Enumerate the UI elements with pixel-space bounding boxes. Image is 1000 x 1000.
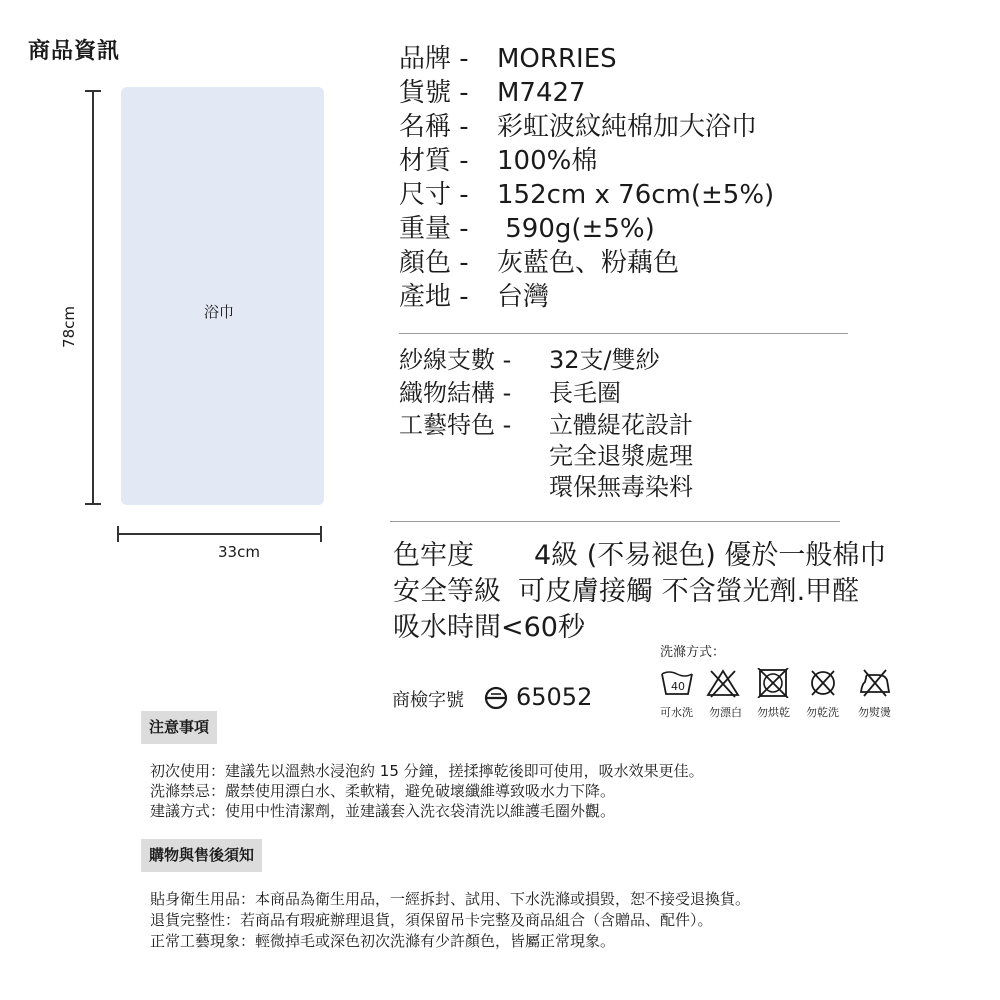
spec-key-item-number: 貨號 -	[399, 78, 469, 108]
care-label-wash: 可水洗	[660, 706, 693, 719]
care-label-iron: 勿熨燙	[858, 706, 891, 719]
aftersale-line-2: 退貨完整性：若商品有瑕疵辦理退貨，須保留吊卡完整及商品組合（含贈品、配件）。	[150, 911, 713, 929]
structure-value: 長毛圈	[549, 379, 621, 407]
divider	[399, 333, 848, 334]
inspection-label: 商檢字號	[392, 690, 464, 711]
spec-value-name: 彩虹波紋純棉加大浴巾	[497, 112, 758, 142]
craft-value-3: 環保無毒染料	[549, 473, 693, 501]
safety-key: 安全等級	[393, 576, 501, 607]
spec-value-brand: MORRIES	[497, 44, 617, 74]
spec-key-name: 名稱 -	[399, 112, 469, 142]
inspection-number: 65052	[516, 683, 593, 711]
yarn-count-value: 32支/雙紗	[549, 346, 660, 374]
notice-line-1: 初次使用：建議先以溫熱水浸泡約 15 分鐘，搓揉擰乾後即可使用，吸水效果更佳。	[150, 762, 704, 780]
spec-value-material: 100%棉	[497, 146, 598, 176]
spec-key-material: 材質 -	[399, 146, 469, 176]
spec-key-color: 顏色 -	[399, 248, 469, 278]
spec-key-size: 尺寸 -	[399, 180, 469, 210]
width-dimension-cap-right	[320, 526, 322, 542]
width-dimension-line	[118, 533, 321, 535]
page-title: 商品資訊	[28, 39, 121, 64]
width-label: 33cm	[218, 543, 260, 561]
spec-value-weight: 590g(±5%)	[497, 214, 655, 244]
towel-illustration	[121, 87, 324, 505]
inspection-mark-icon	[483, 686, 509, 710]
absorb-time: 吸水時間<60秒	[393, 612, 585, 643]
yarn-count-key: 紗線支數 -	[399, 346, 512, 374]
fastness-key: 色牢度	[393, 540, 474, 571]
spec-value-color: 灰藍色、粉藕色	[497, 248, 680, 278]
notice-line-2: 洗滌禁忌：嚴禁使用漂白水、柔軟精，避免破壞纖維導致吸水力下降。	[150, 782, 616, 800]
care-label-bleach: 勿漂白	[709, 706, 742, 719]
no-iron-icon	[858, 668, 892, 698]
care-title: 洗滌方式：	[660, 645, 726, 660]
spec-key-origin: 產地 -	[399, 282, 469, 312]
structure-key: 織物結構 -	[399, 379, 512, 407]
aftersale-line-3: 正常工藝現象：輕微掉毛或深色初次洗滌有少許顏色，皆屬正常現象。	[150, 932, 616, 950]
spec-value-size: 152cm x 76cm(±5%)	[497, 180, 775, 210]
height-dimension-cap-bottom	[85, 503, 101, 505]
no-tumble-dry-icon	[756, 668, 790, 698]
spec-value-origin: 台灣	[497, 282, 550, 312]
svg-text:40: 40	[671, 680, 685, 693]
notice-badge: 注意事項	[141, 711, 217, 744]
height-dimension-line	[92, 91, 94, 504]
notice-line-3: 建議方式：使用中性清潔劑，並建議套入洗衣袋清洗以維護毛圈外觀。	[150, 802, 616, 820]
towel-label: 浴巾	[204, 303, 235, 321]
care-label-dryclean: 勿乾洗	[806, 706, 839, 719]
wash-40-icon	[660, 668, 694, 698]
height-dimension-cap-top	[85, 90, 101, 92]
craft-value-2: 完全退漿處理	[549, 442, 693, 470]
care-label-tumble: 勿烘乾	[757, 706, 790, 719]
craft-key: 工藝特色 -	[399, 411, 512, 439]
no-dry-clean-icon	[806, 668, 840, 698]
fastness-value: 4級 (不易褪色) 優於一般棉巾	[534, 540, 887, 571]
aftersale-badge: 購物與售後須知	[141, 839, 262, 872]
spec-value-item-number: M7427	[497, 78, 586, 108]
no-bleach-icon	[706, 668, 740, 698]
aftersale-line-1: 貼身衛生用品：本商品為衛生用品，一經拆封、試用、下水洗滌或損毀，恕不接受退換貨。	[150, 890, 751, 908]
spec-key-weight: 重量 -	[399, 214, 469, 244]
craft-value-1: 立體緹花設計	[549, 411, 693, 439]
height-label: 78cm	[59, 306, 78, 348]
spec-key-brand: 品牌 -	[399, 44, 469, 74]
width-dimension-cap-left	[117, 526, 119, 542]
safety-value: 可皮膚接觸 不含螢光劑.甲醛	[518, 576, 860, 607]
divider	[390, 521, 840, 522]
